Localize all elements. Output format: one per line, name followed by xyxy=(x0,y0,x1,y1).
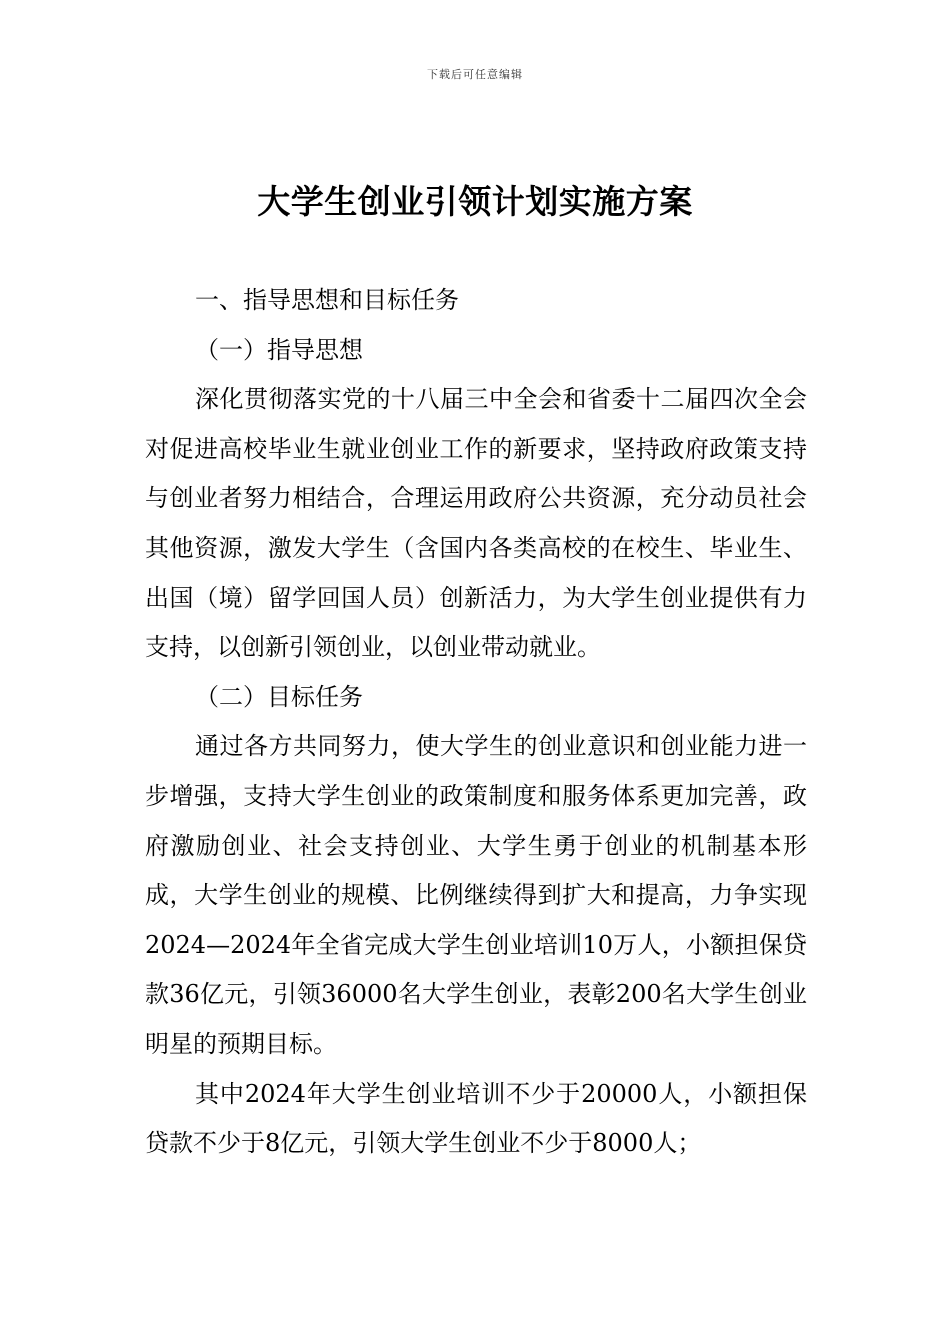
subsection-heading-goals: （二）目标任务 xyxy=(195,682,363,711)
header-note: 下载后可任意编辑 xyxy=(427,68,523,81)
paragraph-goals-2024: 其中2024年大学生创业培训不少于20000人，小额担保贷款不少于8亿元，引领大学生创业不少于8000人； xyxy=(145,1079,807,1158)
section-heading-1: 一、指导思想和目标任务 xyxy=(195,286,459,314)
document-body xyxy=(145,276,807,1169)
document-title: 大学生创业引领计划实施方案 xyxy=(257,182,693,221)
paragraph-guiding-ideology: 深化贯彻落实党的十八届三中全会和省委十二届四次全会对促进高校毕业生就业创业工作的新要求，坚持政府政策支持与创业者努力相结合，合理运用政府公共资源，充分动员社会其他资源，激发大学生（含国内各类高校的在校生、毕业生、出国（境）留学回国人员）创新活力，为大学生创业提供有力支持，以创新引领创业，以创业带动就业。 xyxy=(145,385,807,662)
subsection-heading-guiding-ideology: （一）指导思想 xyxy=(195,335,363,364)
paragraph-goals: 通过各方共同努力，使大学生的创业意识和创业能力进一步增强，支持大学生创业的政策制度和服务体系更加完善，政府激励创业、社会支持创业、大学生勇于创业的机制基本形成，大学生创业的规模、比例继续得到扩大和提高，力争实现2024—2024年全省完成大学生创业培训10万人，小额担保贷款36亿元，引领36000名大学生创业，表彰200名大学生创业明星的预期目标。 xyxy=(145,732,807,1058)
